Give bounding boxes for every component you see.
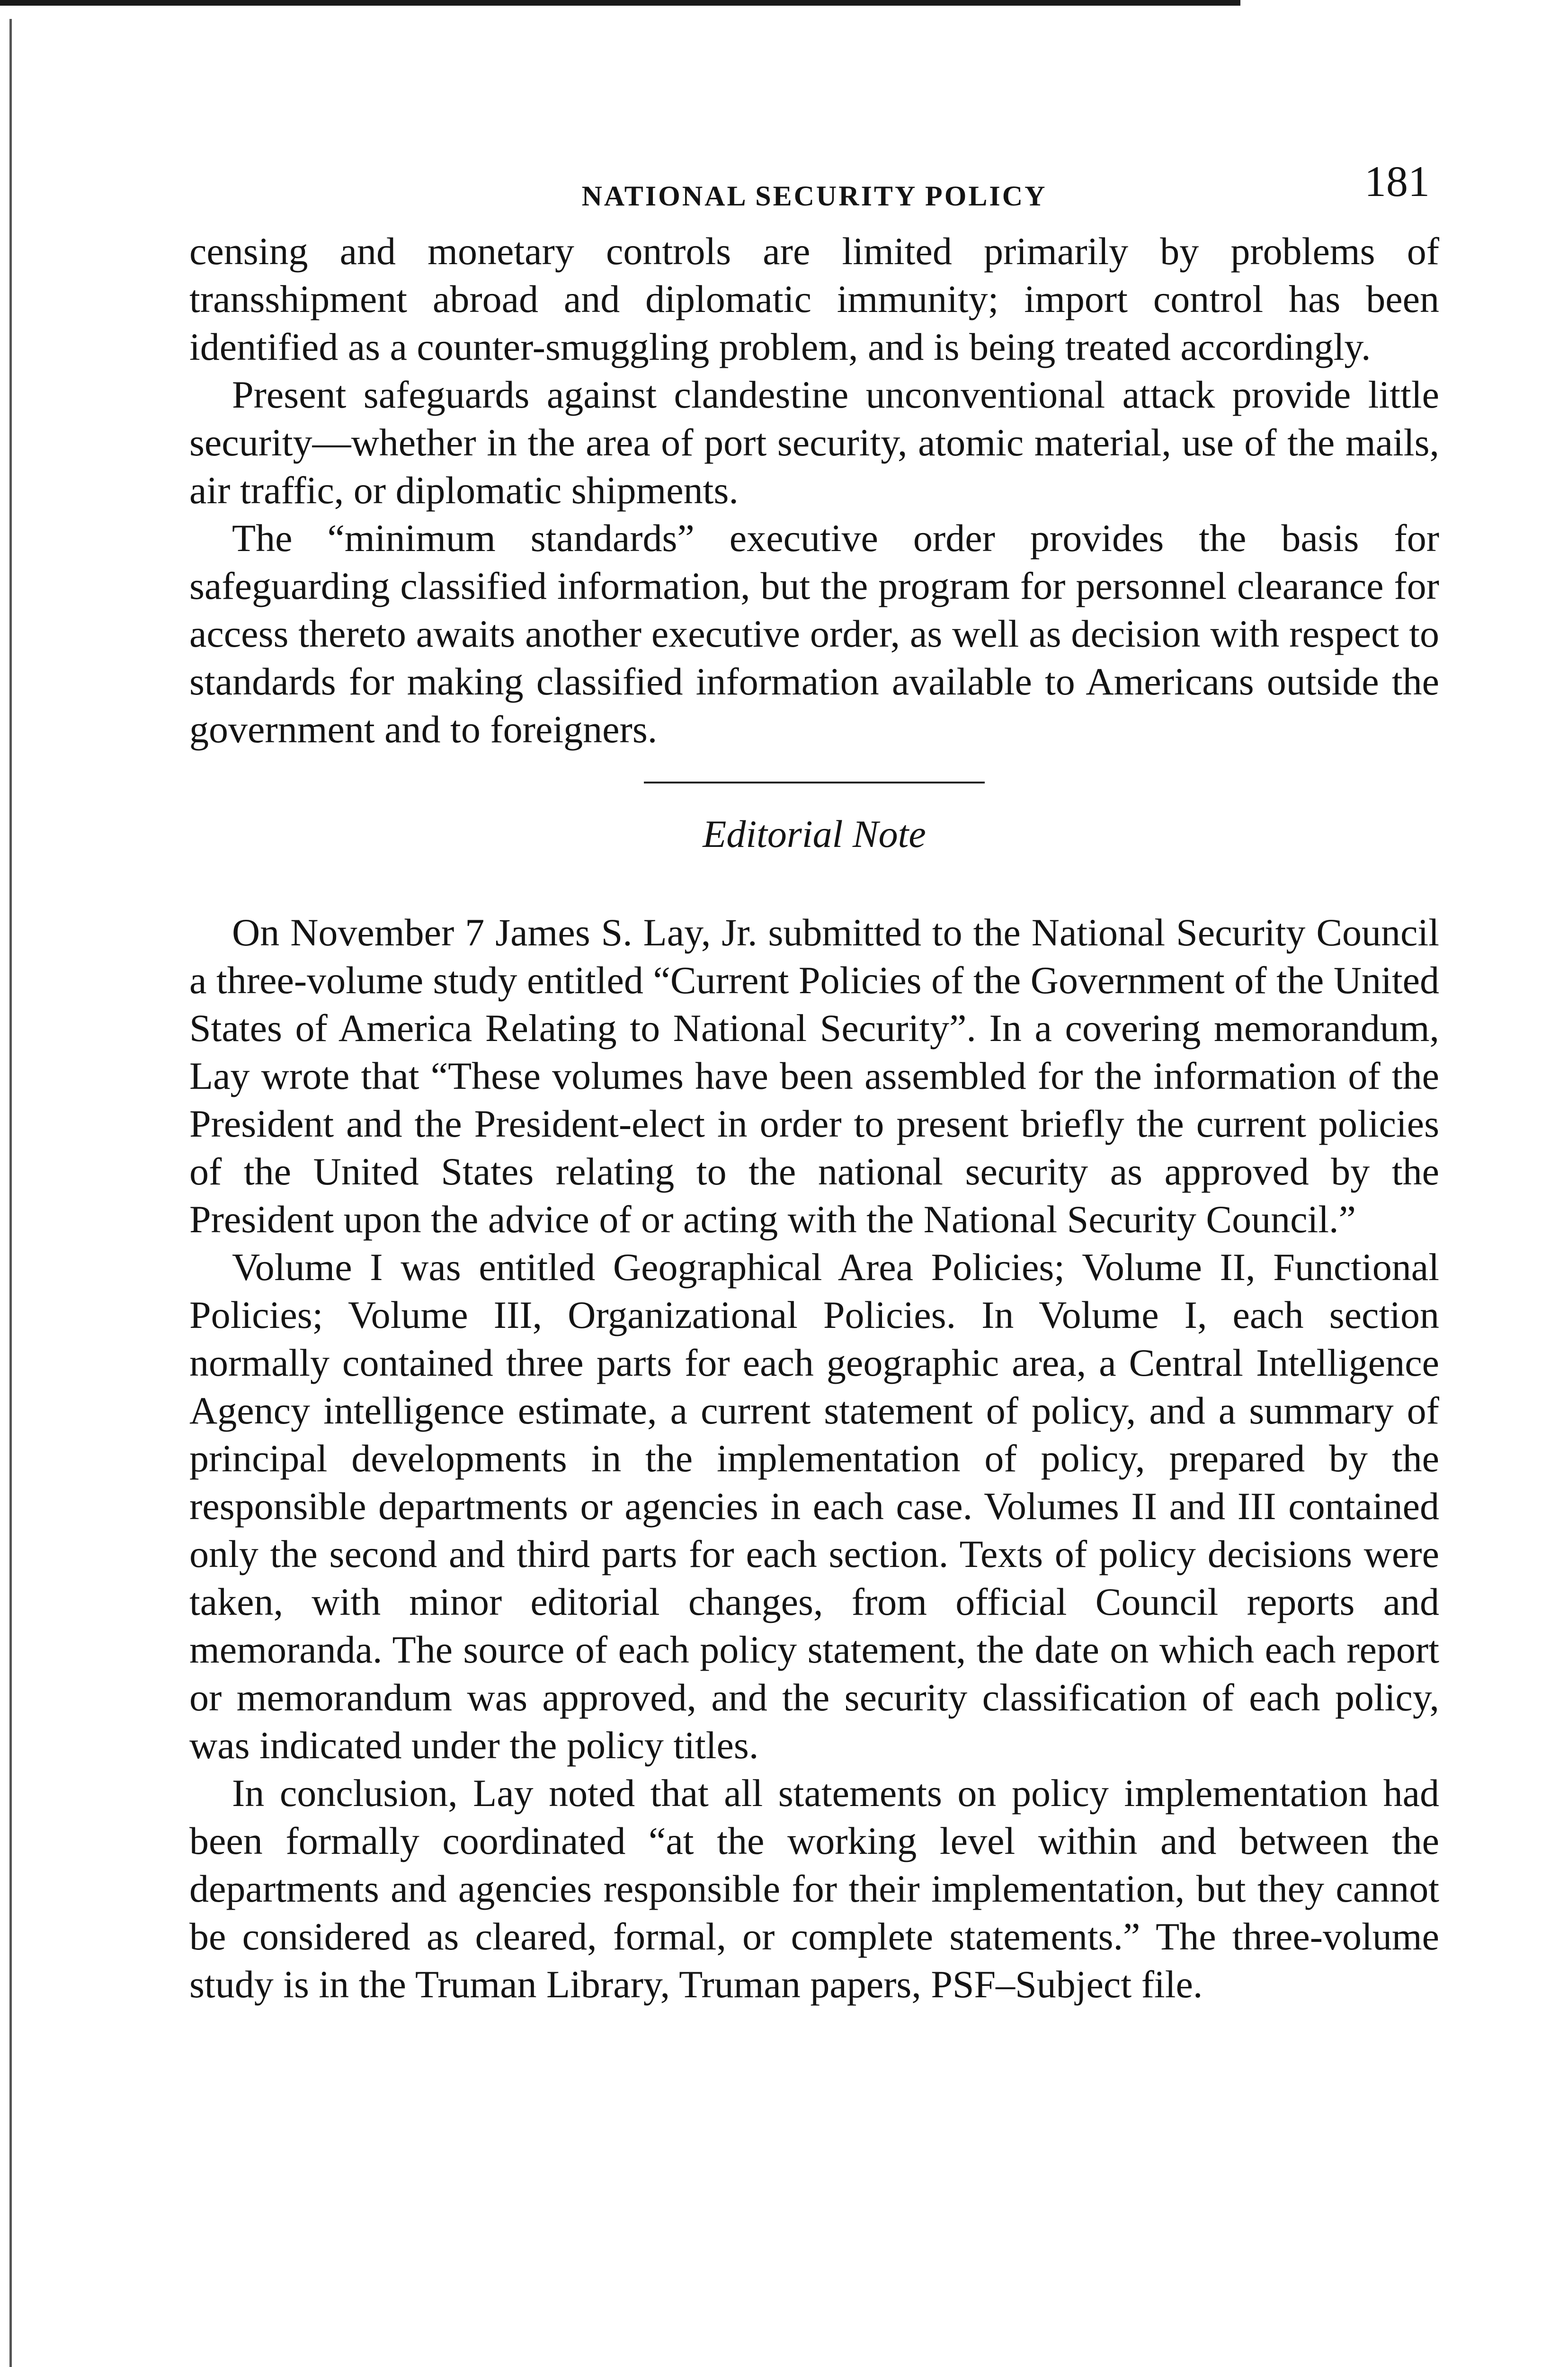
editorial-note-heading: Editorial Note (703, 812, 926, 855)
paragraph-safeguards: Present safeguards against clandestine unconventional attack provide little security—whether in the area of port security, atomic material, use of the mails, air traffic, or diplomatic shipments. (189, 373, 1439, 512)
editorial-note-body (189, 908, 1439, 2008)
scan-border-top (0, 0, 1240, 6)
running-header (189, 156, 1439, 227)
paragraph-continued: censing and monetary controls are limited primarily by problems of transshipment abroad and diplomatic immunity; import control has been identified as a counter-smuggling problem, and is being treated accordingly. (189, 230, 1439, 368)
section-divider (644, 782, 985, 783)
paragraph-conclusion: In conclusion, Lay noted that all statements on policy implementation had been formally coordinated “at the working level within and between the departments and agencies responsible for their implementation, but they cannot be considered as cleared, formal, or complete statements.” The three-volume study is in the Truman Library, Truman papers, PSF–Subject file. (189, 1771, 1439, 2006)
paragraph-lay-submission: On November 7 James S. Lay, Jr. submitted to the National Security Council a three-volume study entitled “Current Policies of the Government of the United States of America Relating to National Security”. In a covering memorandum, Lay wrote that “These volumes have been assembled for the information of the President and the President-elect in order to present briefly the current policies of the United States relating to the national security as approved by the President upon the advice of or acting with the National Security Council.” (189, 911, 1439, 1241)
running-title: NATIONAL SECURITY POLICY (581, 180, 1047, 212)
section-continued-text (189, 227, 1439, 753)
scan-border-left (9, 19, 12, 2367)
paragraph-minimum-standards: The “minimum standards” executive order provides the basis for safeguarding classified information, but the program for personnel clearance for access thereto awaits another executive order, as well as decision with respect to standards for making classified information available to Americans outside the government and to foreigners. (189, 516, 1439, 751)
paragraph-volumes: Volume I was entitled Geographical Area Policies; Volume II, Functional Policies; Volume III, Organizational Policies. In Volume I, each section normally contained three parts for each geographic area, a Central Intelligence Agency intelligence estimate, a current statement of policy, and a summary of principal developments in the implementation of policy, prepared by the responsible departments or agencies in each case. Volumes II and III contained only the second and third parts for each section. Texts of policy decisions were taken, with minor editorial changes, from official Council reports and memoranda. The source of each policy statement, the date on which each report or memorandum was approved, and the security classification of each policy, was indicated under the policy titles. (189, 1246, 1439, 1767)
document-page (189, 156, 1439, 2008)
page-number: 181 (1364, 157, 1430, 205)
